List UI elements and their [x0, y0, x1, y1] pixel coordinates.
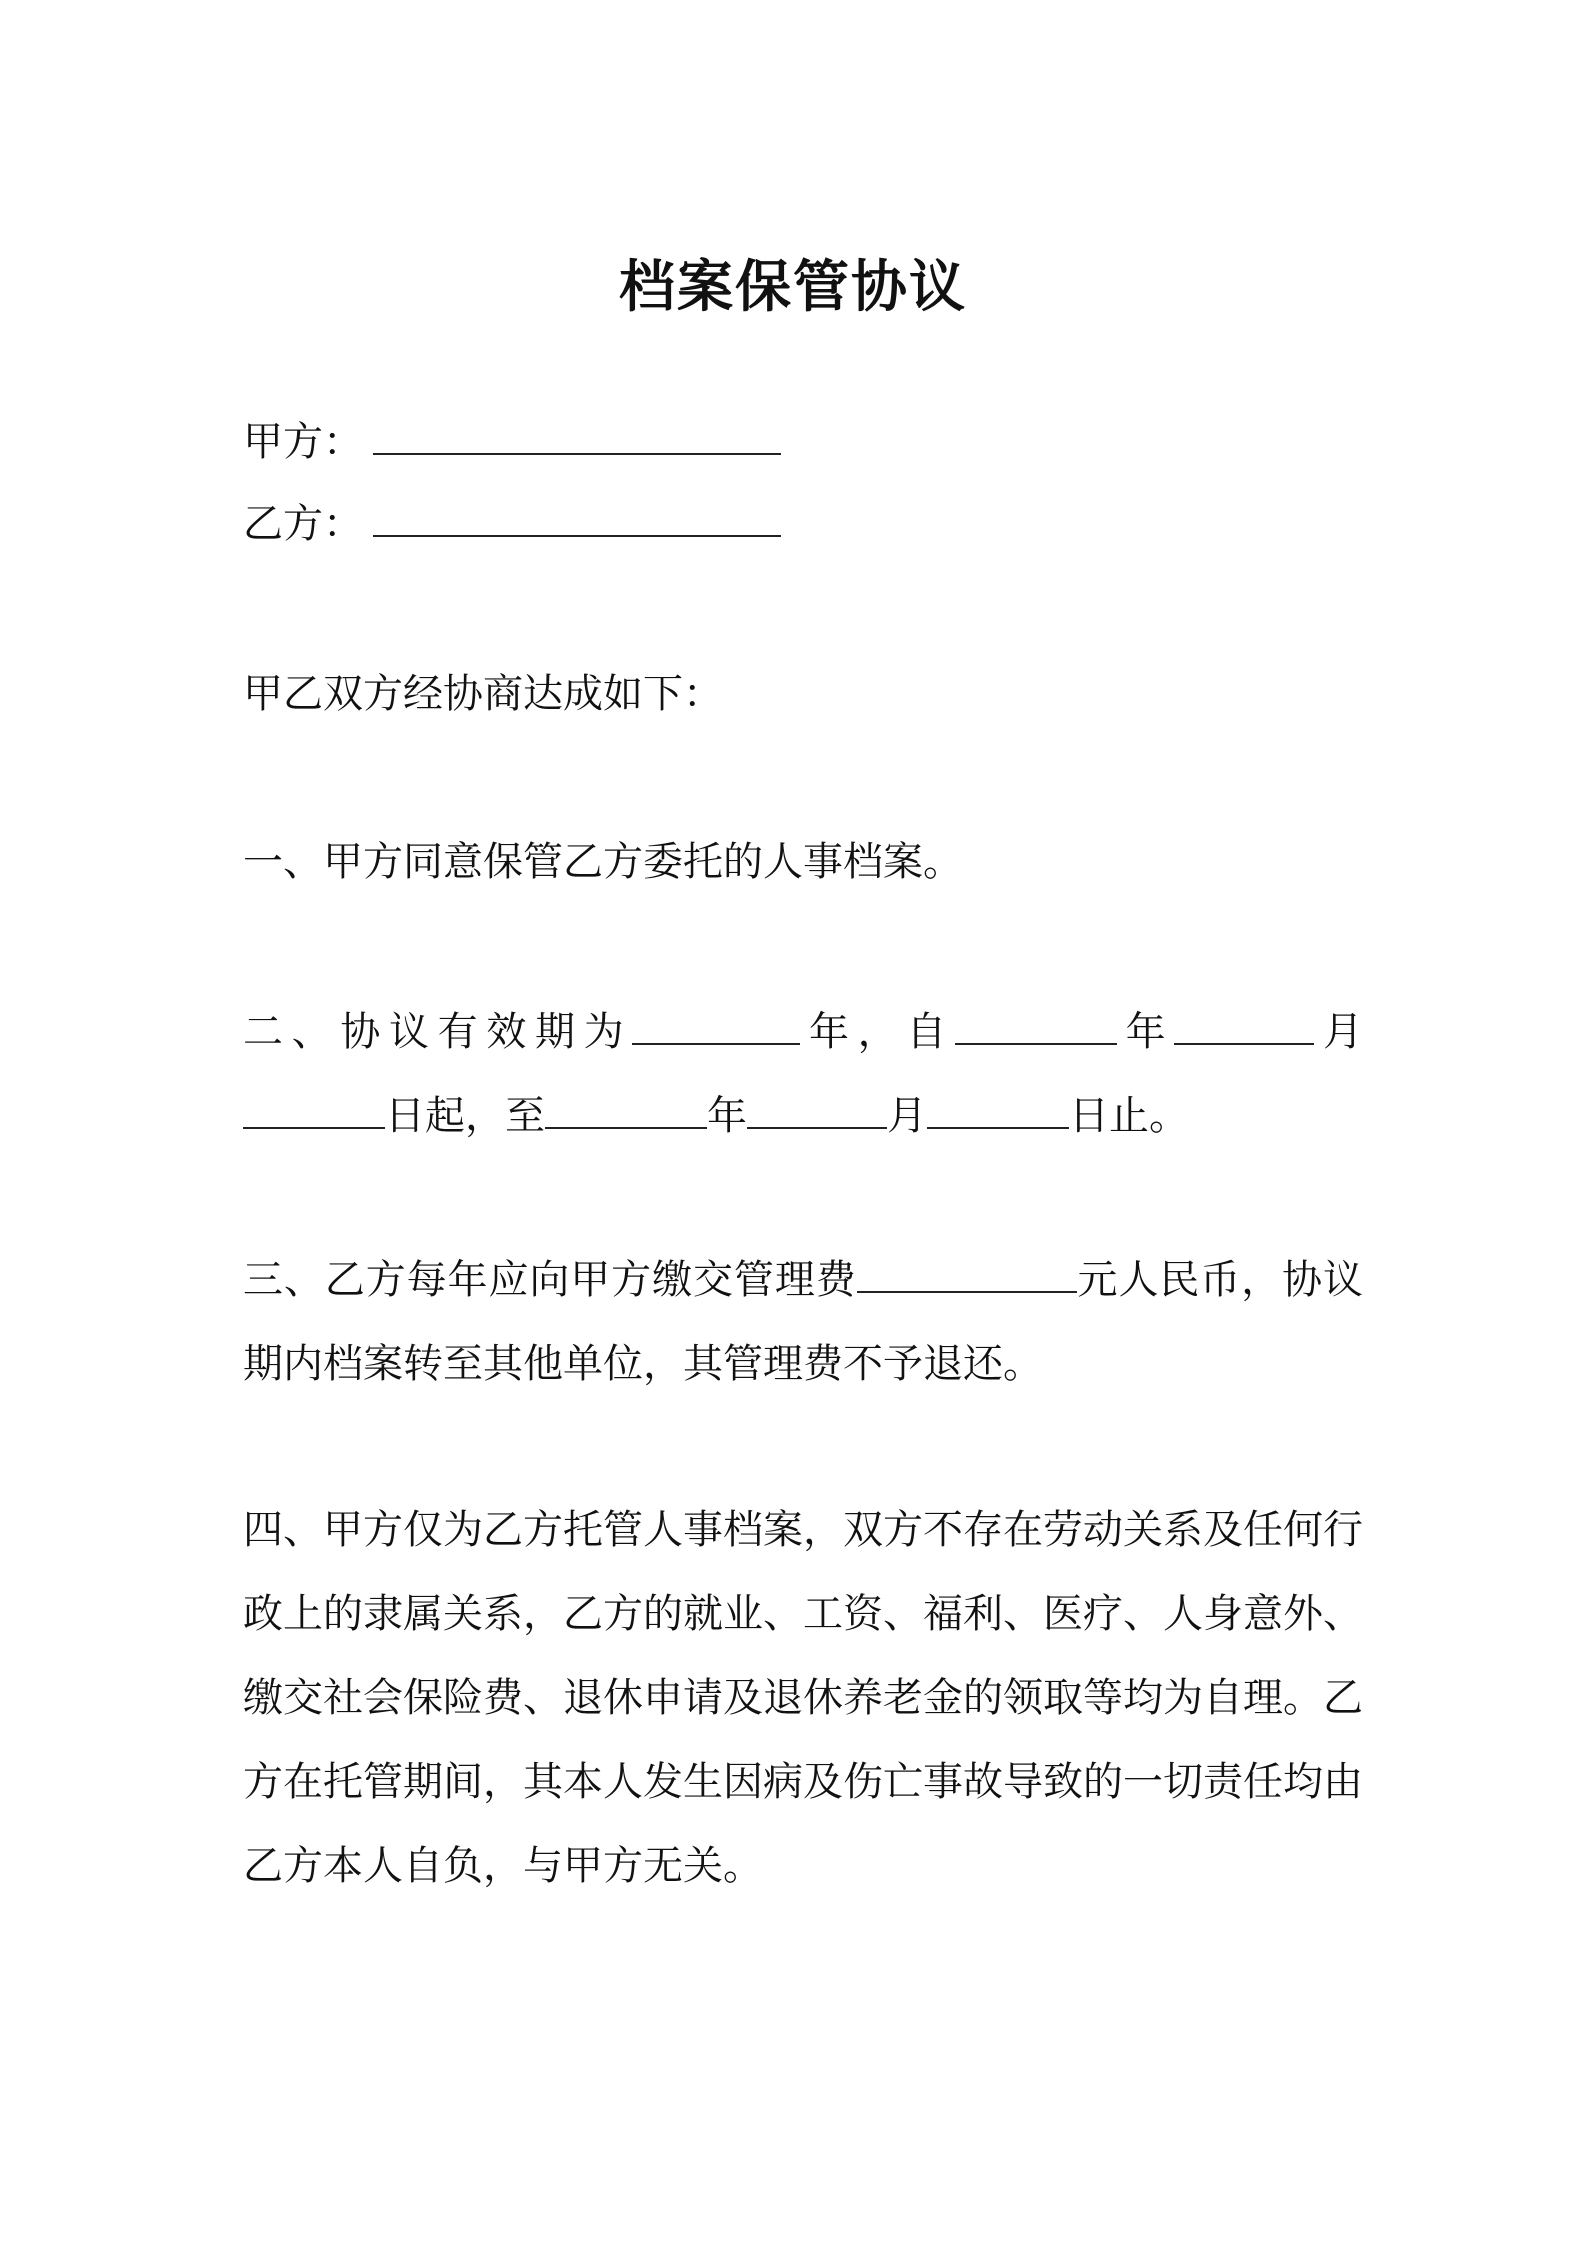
clause-3	[243, 1238, 1363, 1406]
party-b-label: 乙方：	[243, 501, 363, 547]
end-day-blank[interactable]	[927, 1091, 1069, 1129]
start-day-blank[interactable]	[243, 1091, 385, 1129]
party-b-blank[interactable]	[373, 499, 781, 537]
party-a-label: 甲方：	[243, 419, 363, 465]
clause-2-prefix: 二、协议有效期为	[243, 1009, 633, 1055]
party-a-blank[interactable]	[373, 417, 781, 455]
start-month-blank[interactable]	[1174, 1007, 1314, 1045]
clause-2-year-label: 年	[1117, 1009, 1175, 1055]
start-year-blank[interactable]	[955, 1007, 1117, 1045]
term-years-blank[interactable]	[632, 1007, 800, 1045]
clause-2-month-label-2: 月	[887, 1093, 927, 1139]
clause-2-year-from: 年，自	[800, 1009, 956, 1055]
end-month-blank[interactable]	[747, 1091, 887, 1129]
intro-text: 甲乙双方经协商达成如下：	[243, 671, 723, 717]
clause-2	[243, 990, 1363, 1158]
party-a-line	[243, 412, 781, 472]
clause-2-day-end: 日止。	[1069, 1093, 1189, 1139]
clause-2-day-start: 日起，至	[385, 1093, 545, 1139]
management-fee-blank[interactable]	[857, 1255, 1077, 1293]
party-b-line	[243, 494, 781, 554]
clause-2-month-label: 月	[1314, 1009, 1364, 1055]
clause-4: 四、甲方仅为乙方托管人事档案，双方不存在劳动关系及任何行政上的隶属关系，乙方的就业、工资、福利、医疗、人身意外、缴交社会保险费、退休申请及退休养老金的领取等均为自理。乙方在托管期间，其本人发生因病及伤亡事故导致的一切责任均由乙方本人自负，与甲方无关。	[243, 1507, 1363, 1889]
clause-3-suffix: 元人民币，协议期内档案转至其他单位，其管理费不予退还。	[243, 1257, 1364, 1387]
clause-1: 一、甲方同意保管乙方委托的人事档案。	[243, 839, 963, 885]
clause-3-prefix: 三、乙方每年应向甲方缴交管理费	[243, 1257, 857, 1303]
end-year-blank[interactable]	[545, 1091, 707, 1129]
clause-2-year-label-2: 年	[707, 1093, 747, 1139]
document-title: 档案保管协议	[619, 255, 967, 320]
